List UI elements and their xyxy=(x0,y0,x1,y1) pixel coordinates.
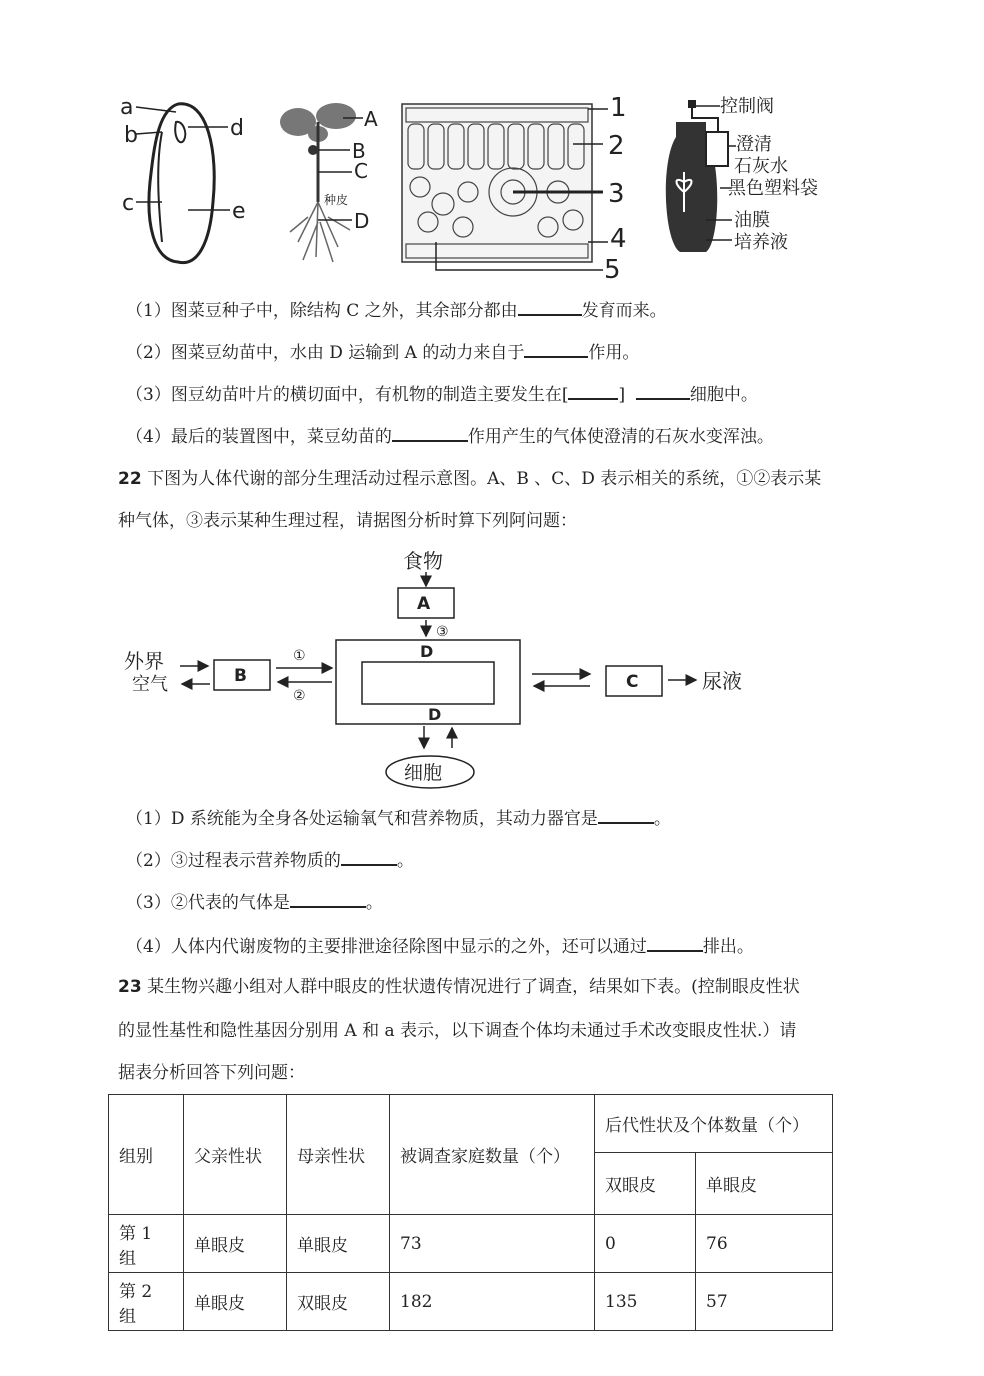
seed-label-c: c xyxy=(122,191,135,216)
q23-stem-text: 据表分析回答下列问题： xyxy=(118,1063,305,1083)
leaf-cross-section-figure xyxy=(398,92,638,285)
process-3-label: ③ xyxy=(436,624,449,640)
header-mother: 母亲性状 xyxy=(287,1095,390,1215)
q21-2-text-end: 作用。 xyxy=(588,343,640,363)
table-row xyxy=(109,1273,833,1331)
q23-stem-line2 xyxy=(118,1020,796,1042)
seed-label-d: d xyxy=(230,116,244,141)
system-D-bottom-label: D xyxy=(428,705,442,724)
q22-stem-text: 种气体，③表示某种生理过程，请据图分析时算下列阿问题： xyxy=(118,511,577,531)
leaf-label-3: 3 xyxy=(608,179,625,209)
header-single-eyelid: 单眼皮 xyxy=(696,1153,833,1215)
q22-4-text: （4）人体内代谢废物的主要排泄途径除图中显示的之外，还可以通过 xyxy=(126,937,647,957)
q21-1 xyxy=(126,298,667,322)
header-families: 被调查家庭数量（个） xyxy=(390,1095,595,1215)
air-label: 空气 xyxy=(132,674,168,695)
seedling-label-C: C xyxy=(354,159,368,183)
header-group: 组别 xyxy=(109,1095,184,1215)
question-number: 22 xyxy=(118,469,142,489)
q22-3-text-end: 。 xyxy=(365,893,383,913)
system-D-inner xyxy=(362,662,494,704)
q23-stem-line1 xyxy=(118,976,800,998)
q22-1 xyxy=(126,806,671,830)
answer-blank[interactable] xyxy=(524,340,588,358)
q22-4 xyxy=(126,934,754,958)
q21-3-text-end: 细胞中。 xyxy=(689,385,758,405)
q21-1-text: （1）图菜豆种子中，除结构 C 之外，其余部分都由 xyxy=(126,301,518,321)
answer-blank[interactable] xyxy=(647,934,703,952)
system-D-top-label: D xyxy=(420,642,434,661)
q21-3-text: （3）图豆幼苗叶片的横切面中，有机物的制造主要发生在[ xyxy=(126,385,569,405)
q23-stem-text: 某生物兴趣小组对人群中眼皮的性状遗传情况进行了调查，结果如下表。(控制眼皮性状 xyxy=(147,977,800,997)
experiment-device-figure xyxy=(658,92,818,272)
question-number: 23 xyxy=(118,977,142,997)
cell-father: 单眼皮 xyxy=(184,1215,287,1273)
seedling-label-seedcoat: 种皮 xyxy=(324,193,349,207)
q22-1-text-end: 。 xyxy=(653,809,671,829)
eyelid-survey-table xyxy=(108,1094,833,1331)
urine-label: 尿液 xyxy=(702,669,742,693)
device-label-black-bag: 黑色塑料袋 xyxy=(728,178,818,199)
table-row xyxy=(109,1215,833,1273)
q21-3 xyxy=(126,382,758,406)
cell-father: 单眼皮 xyxy=(184,1273,287,1331)
seed-label-e: e xyxy=(232,199,246,224)
q23-stem-line3 xyxy=(118,1062,305,1084)
leaf-label-4: 4 xyxy=(610,224,627,254)
q22-stem-line1 xyxy=(118,468,821,490)
answer-blank[interactable] xyxy=(341,848,397,866)
leaf-label-2: 2 xyxy=(608,131,625,161)
device-label-valve: 控制阀 xyxy=(720,96,774,117)
seedling-label-D: D xyxy=(354,209,370,233)
answer-blank[interactable] xyxy=(290,890,366,908)
q22-3-text: （3）②代表的气体是 xyxy=(126,893,290,913)
seed-label-a: a xyxy=(120,95,134,120)
header-father: 父亲性状 xyxy=(184,1095,287,1215)
system-A-label: A xyxy=(417,594,431,614)
cell-label: 细胞 xyxy=(404,762,443,784)
q22-3 xyxy=(126,890,383,914)
leaf-label-1: 1 xyxy=(610,93,627,123)
answer-blank[interactable] xyxy=(568,382,618,400)
cell-families: 182 xyxy=(390,1273,595,1331)
q21-1-text-end: 发育而来。 xyxy=(581,301,667,321)
outside-label: 外界 xyxy=(124,649,164,673)
q21-2-text: （2）图菜豆幼苗中，水由 D 运输到 A 的动力来自于 xyxy=(126,343,525,363)
cell-mother: 单眼皮 xyxy=(287,1215,390,1273)
q21-4 xyxy=(126,424,774,448)
q22-2-text: （2）③过程表示营养物质的 xyxy=(126,851,341,871)
answer-blank[interactable] xyxy=(518,298,582,316)
q22-2-text-end: 。 xyxy=(396,851,414,871)
table-header-row xyxy=(109,1095,833,1153)
device-label-limewater: 石灰水 xyxy=(734,156,788,177)
q21-4-text-end: 作用产生的气体使澄清的石灰水变浑浊。 xyxy=(467,427,774,447)
bean-seedling-figure xyxy=(268,92,398,272)
gas-1-label: ① xyxy=(293,648,306,664)
cell-families: 73 xyxy=(390,1215,595,1273)
cell-mother: 双眼皮 xyxy=(287,1273,390,1331)
q22-4-text-end: 排出。 xyxy=(702,937,754,957)
q22-stem-line2 xyxy=(118,510,577,532)
header-offspring: 后代性状及个体数量（个） xyxy=(595,1095,833,1153)
system-B-label: B xyxy=(234,666,247,686)
answer-blank[interactable] xyxy=(392,424,468,442)
q21-3-bracket: ] xyxy=(618,385,626,405)
seedling-label-B: B xyxy=(352,139,366,163)
answer-blank[interactable] xyxy=(598,806,654,824)
leaf-label-5: 5 xyxy=(604,255,621,285)
food-label: 食物 xyxy=(403,549,443,573)
device-label-culture: 培养液 xyxy=(734,232,788,253)
q22-1-text: （1）D 系统能为全身各处运输氧气和营养物质，其动力器官是 xyxy=(126,809,598,829)
cell-double: 135 xyxy=(595,1273,696,1331)
gas-2-label: ② xyxy=(293,688,306,704)
cell-group: 第 2 组 xyxy=(109,1273,184,1331)
device-label-oil-film: 油膜 xyxy=(734,210,770,231)
q21-2 xyxy=(126,340,639,364)
metabolism-flow-diagram xyxy=(118,540,798,790)
q21-4-text: （4）最后的装置图中，菜豆幼苗的 xyxy=(126,427,392,447)
cell-single: 57 xyxy=(696,1273,833,1331)
figure-row xyxy=(118,92,818,292)
device-label-clear: 澄清 xyxy=(736,134,772,155)
cell-double: 0 xyxy=(595,1215,696,1273)
q23-stem-text: 的显性基性和隐性基因分别用 A 和 a 表示，以下调查个体均未通过手术改变眼皮性状.）请 xyxy=(118,1021,797,1041)
seedling-label-A: A xyxy=(364,107,378,131)
seed-label-b: b xyxy=(124,123,138,148)
cell-single: 76 xyxy=(696,1215,833,1273)
answer-blank[interactable] xyxy=(636,382,690,400)
q22-2 xyxy=(126,848,414,872)
header-double-eyelid: 双眼皮 xyxy=(595,1153,696,1215)
q22-stem-text: 下图为人体代谢的部分生理活动过程示意图。A、B 、C、D 表示相关的系统，①②表示某 xyxy=(147,469,822,489)
bean-seed-figure xyxy=(118,92,258,272)
system-C-label: C xyxy=(626,672,639,692)
cell-group: 第 1 组 xyxy=(109,1215,184,1273)
